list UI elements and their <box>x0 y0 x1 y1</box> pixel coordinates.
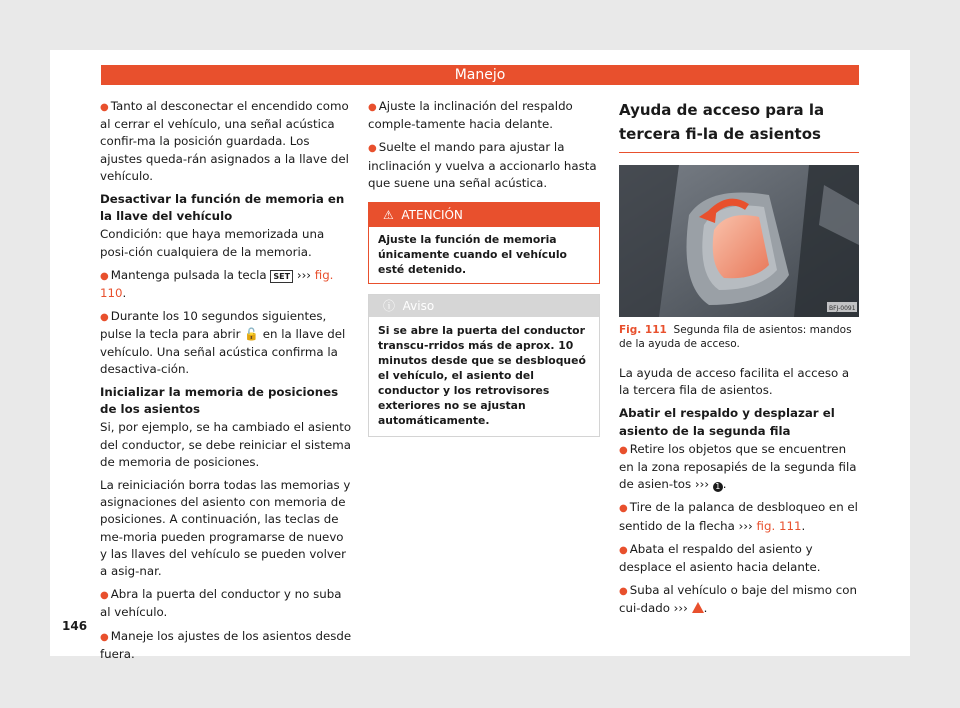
figure-code: BFJ-0091 <box>829 305 856 312</box>
figure-image <box>619 165 859 317</box>
paragraph: La ayuda de acceso facilita el acceso a la tercera fila de asientos. <box>619 366 850 398</box>
bullet-icon: ● <box>100 590 109 602</box>
bullet-item: ● Abra la puerta del conductor y no suba al vehículo. <box>100 587 342 620</box>
warning-triangle-icon[interactable] <box>692 602 704 613</box>
bullet-icon: ● <box>619 503 628 515</box>
bullet-item: ● Mantenga pulsada la tecla SET ››› fig. 110. <box>100 267 334 301</box>
subheading: Abatir el respaldo y desplazar el asiento de la segunda fila <box>619 406 835 438</box>
warning-triangle-icon: ⚠ <box>383 208 394 223</box>
bullet-icon: ● <box>619 444 628 456</box>
warning-circle-icon[interactable]: 1 <box>713 482 723 492</box>
bullet-item: ● Suba al vehículo o baje del mismo con cui-dado ››› . <box>619 583 857 616</box>
set-key-icon: SET <box>270 270 293 283</box>
bullet-icon: ● <box>368 143 377 155</box>
figure-caption: Fig. 111 Segunda fila de asientos: mandos de la ayuda de acceso. <box>619 324 852 350</box>
bullet-icon: ● <box>368 102 377 113</box>
column-right <box>619 98 859 624</box>
page-number: 146 <box>62 619 88 633</box>
column-middle <box>368 98 600 437</box>
paragraph: La reiniciación borra todas las memorias y asignaciones del asiento con memoria de posiciones. A continuación, las teclas de me-moria pueden programarse de nuevo y las llaves del vehículo se pueden volver a asig-nar. <box>100 478 351 579</box>
bullet-item: ● Maneje los ajustes de los asientos desde fuera. <box>100 628 352 661</box>
note-box <box>368 294 600 437</box>
info-icon: ⓘ <box>383 299 396 314</box>
bullet-item: ● Durante los 10 segundos siguientes, pulse la tecla para abrir 🔓 en la llave del vehículo. Una señal acústica confirma la desactiva-ción. <box>100 309 346 376</box>
bullet-icon: ● <box>100 312 109 324</box>
bullet-item: ● Tire de la palanca de desbloqueo en el sentido de la flecha ››› fig. 111. <box>619 500 858 533</box>
warning-text: Ajuste la función de memoria únicamente cuando el vehículo esté detenido. <box>378 233 567 277</box>
bullet-icon: ● <box>619 544 628 556</box>
subheading: Desactivar la función de memoria en la llave del vehículo <box>100 192 345 224</box>
bullet-icon: ● <box>100 270 109 282</box>
bullet-icon: ● <box>100 102 109 113</box>
manual-page <box>50 50 910 661</box>
figure-link[interactable]: fig. 110 <box>100 267 334 301</box>
paragraph: Si, por ejemplo, se ha cambiado el asiento del conductor, se debe reiniciar el sistema de memoria de posiciones. <box>100 420 352 469</box>
bullet-icon: ● <box>100 631 109 643</box>
bullet-item: ● Abata el respaldo del asiento y desplace el asiento hacia delante. <box>619 541 821 575</box>
page-header: Manejo <box>101 65 859 85</box>
figure-link[interactable]: fig. 111 <box>756 518 802 533</box>
warning-box <box>368 202 600 284</box>
seat-release-illustration <box>619 165 859 317</box>
warning-header: ⚠ ATENCIÓN <box>369 203 599 227</box>
note-header: ⓘ Aviso <box>369 295 599 317</box>
subheading: Inicializar la memoria de posiciones de los asientos <box>100 385 339 417</box>
note-text: Si se abre la puerta del conductor transcu-rridos más de aprox. 10 minutos desde que se desbloqueó el vehículo, el asiento del conductor y los retrovisores exteriores no se ajustan automáticamente. <box>378 324 586 428</box>
bullet-item: ● Retire los objetos que se encuentren en la zona reposapiés de la segunda fila de asien-tos ››› 1 . <box>619 441 857 492</box>
bullet-item: ● Suelte el mando para ajustar la inclinación y vuelva a accionarlo hasta que suene una señal acústica. <box>368 140 597 190</box>
unlock-key-icon: 🔓 <box>244 327 259 342</box>
paragraph: ● Tanto al desconectar el encendido como al cerrar el vehículo, una señal acústica confir-ma la posición guardada. Los ajustes queda-rán asignados a la llave del vehículo. <box>100 99 349 183</box>
bullet-item: ● Ajuste la inclinación del respaldo comple-tamente hacia delante. <box>368 99 573 132</box>
bullet-icon: ● <box>619 586 628 598</box>
section-title: Ayuda de acceso para la tercera fi-la de asientos <box>619 98 859 153</box>
column-left <box>100 98 352 669</box>
paragraph: Condición: que haya memorizada una posi-ción cualquiera de la memoria. <box>100 227 325 259</box>
